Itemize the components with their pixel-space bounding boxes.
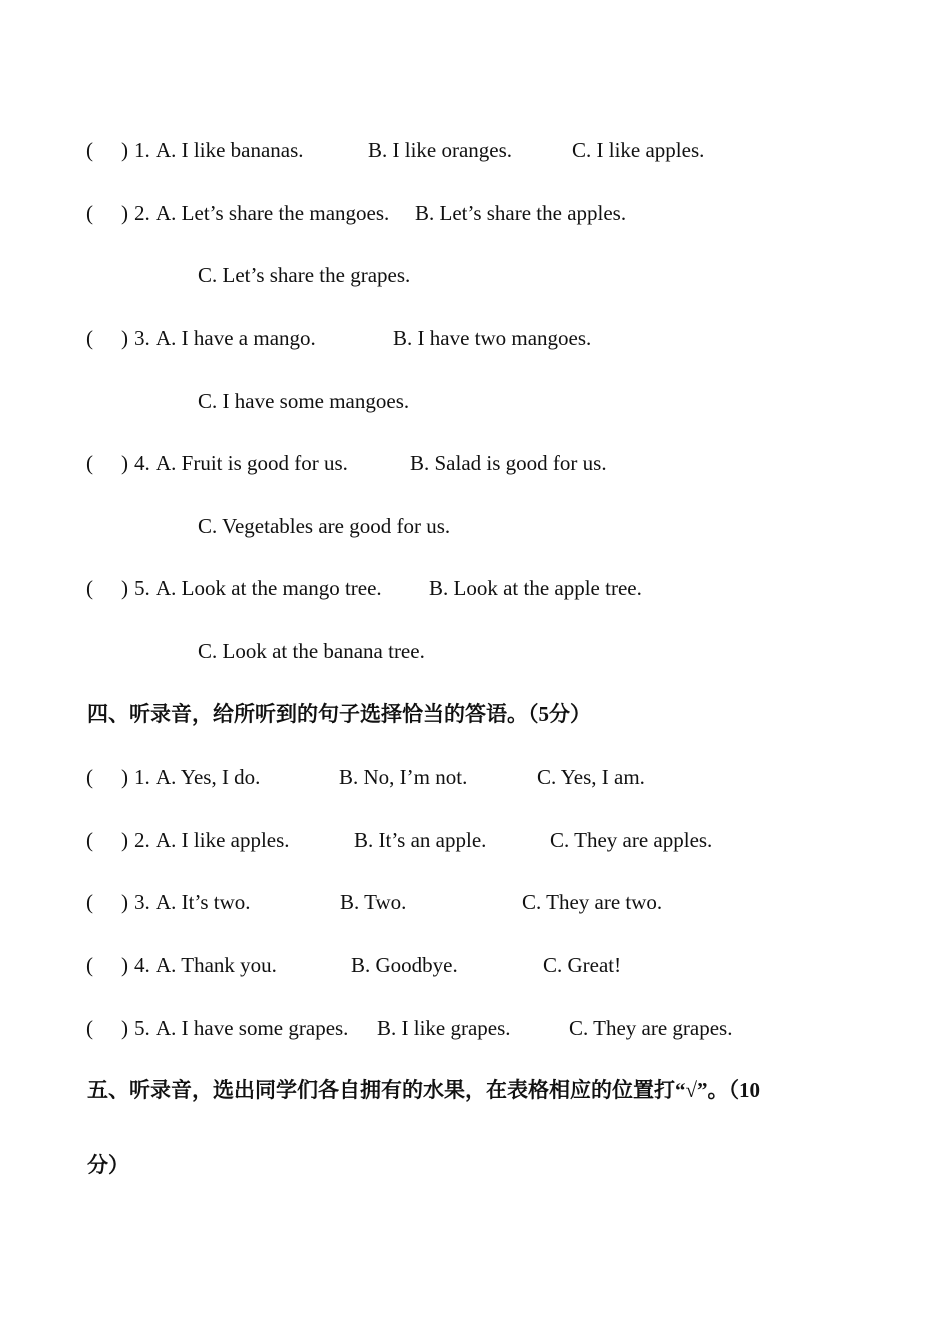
question-number: 3.: [134, 890, 150, 914]
option-b: B. It’s an apple.: [354, 828, 487, 852]
option-b: B. Goodbye.: [351, 953, 458, 977]
answer-paren-close: ): [121, 765, 128, 789]
option-c: C. I like apples.: [572, 138, 705, 162]
option-b: B. I like oranges.: [368, 138, 513, 162]
answer-paren-open: (: [86, 138, 93, 162]
answer-paren-close: ): [121, 953, 128, 977]
question-number: 2.: [134, 828, 150, 852]
option-b: B. I have two mangoes.: [393, 326, 592, 350]
answer-paren-open: (: [86, 765, 93, 789]
option-c: C. Great!: [543, 953, 622, 977]
question-number: 3.: [134, 326, 150, 350]
answer-paren-close: ): [121, 451, 128, 475]
answer-paren-open: (: [86, 953, 93, 977]
question-number: 5.: [134, 576, 150, 600]
answer-paren-close: ): [121, 201, 128, 225]
answer-paren-open: (: [86, 890, 93, 914]
answer-paren-open: (: [86, 451, 93, 475]
option-a: A. Yes, I do.: [156, 765, 261, 789]
option-b: B. I like grapes.: [377, 1016, 511, 1040]
answer-paren-close: ): [121, 576, 128, 600]
option-b: B. Salad is good for us.: [410, 451, 607, 475]
question-number: 2.: [134, 201, 150, 225]
answer-paren-close: ): [121, 1016, 128, 1040]
answer-paren-open: (: [86, 828, 93, 852]
answer-paren-close: ): [121, 326, 128, 350]
option-c: C. Yes, I am.: [537, 765, 645, 789]
question-number: 1.: [134, 765, 150, 789]
question-number: 4.: [134, 451, 150, 475]
answer-paren-close: ): [121, 828, 128, 852]
option-c: C. Let’s share the grapes.: [198, 263, 411, 287]
option-b: B. Let’s share the apples.: [415, 201, 627, 225]
option-b: B. No, I’m not.: [339, 765, 468, 789]
question-number: 4.: [134, 953, 150, 977]
option-c: C. They are grapes.: [569, 1016, 733, 1040]
option-a: A. It’s two.: [156, 890, 251, 914]
option-b: B. Two.: [340, 890, 407, 914]
section4-title: 四、听录音，给所听到的句子选择恰当的答语。（5分）: [87, 702, 591, 726]
answer-paren-close: ): [121, 890, 128, 914]
section5-title-line1: 五、听录音，选出同学们各自拥有的水果，在表格相应的位置打“√”。（10: [87, 1078, 761, 1102]
option-a: A. Let’s share the mangoes.: [156, 201, 390, 225]
option-c: C. Look at the banana tree.: [198, 639, 425, 663]
option-a: A. I have a mango.: [156, 326, 316, 350]
answer-paren-open: (: [86, 1016, 93, 1040]
option-c: C. Vegetables are good for us.: [198, 514, 451, 538]
option-a: A. I like apples.: [156, 828, 290, 852]
answer-paren-close: ): [121, 138, 128, 162]
option-a: A. I like bananas.: [156, 138, 304, 162]
option-a: A. Look at the mango tree.: [156, 576, 382, 600]
option-c: C. They are two.: [522, 890, 663, 914]
option-a: A. I have some grapes.: [156, 1016, 349, 1040]
answer-paren-open: (: [86, 326, 93, 350]
answer-paren-open: (: [86, 201, 93, 225]
section5-title-line2: 分）: [87, 1153, 129, 1177]
option-a: A. Thank you.: [156, 953, 277, 977]
question-number: 5.: [134, 1016, 150, 1040]
option-c: C. I have some mangoes.: [198, 389, 410, 413]
question-number: 1.: [134, 138, 150, 162]
answer-paren-open: (: [86, 576, 93, 600]
option-c: C. They are apples.: [550, 828, 713, 852]
option-b: B. Look at the apple tree.: [429, 576, 642, 600]
option-a: A. Fruit is good for us.: [156, 451, 348, 475]
